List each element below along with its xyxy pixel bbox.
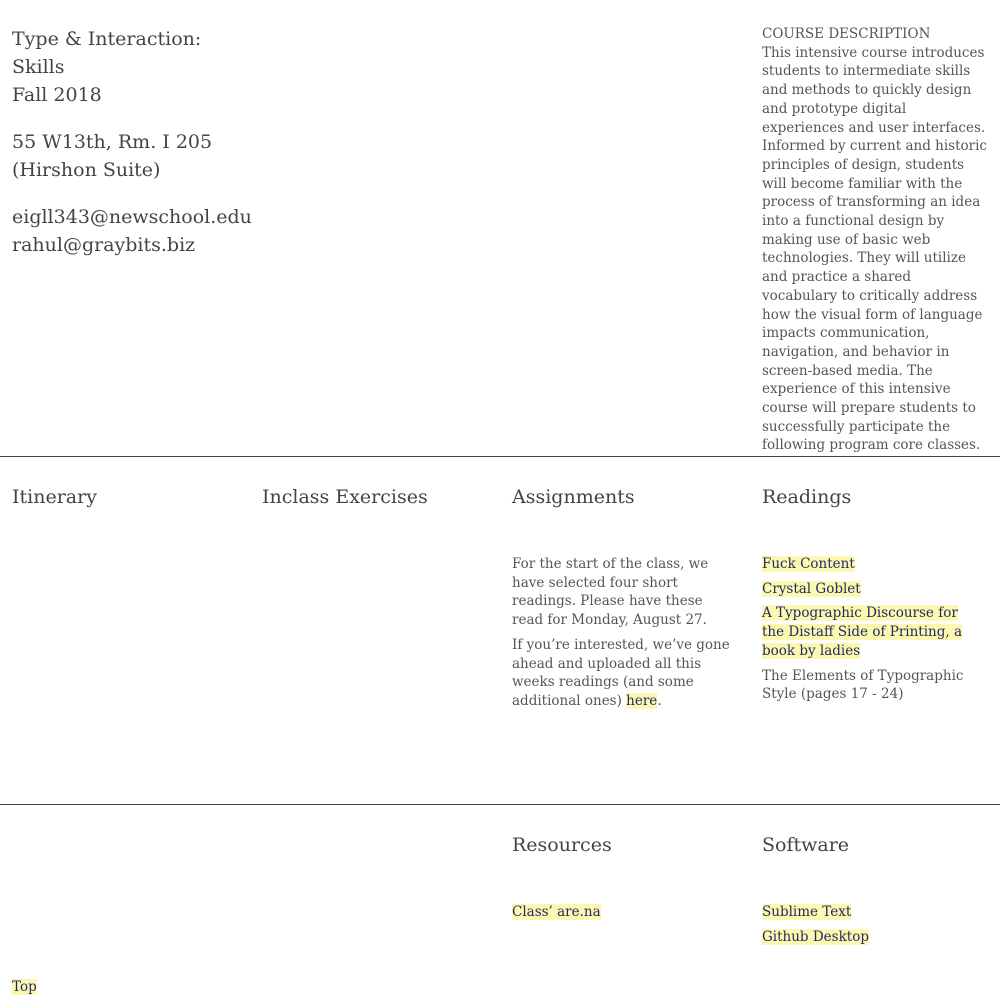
reading-link[interactable]: Fuck Content	[762, 556, 855, 572]
resources-list	[512, 903, 737, 928]
course-title	[12, 25, 312, 109]
inclass-exercises-heading: Inclass Exercises	[262, 486, 428, 508]
reading-text: The Elements of Typographic Style (pages 17 - 24)	[762, 667, 964, 703]
reading-link[interactable]: Crystal Goblet	[762, 580, 861, 597]
course-title-line: Type & Interaction:	[12, 28, 202, 50]
resource-link[interactable]: Class’ are.na	[512, 904, 601, 920]
software-list	[762, 903, 982, 952]
footer	[12, 978, 37, 997]
list-item	[762, 604, 982, 660]
contact-emails	[12, 203, 312, 259]
list-item	[762, 928, 982, 947]
back-to-top-link[interactable]: Top	[12, 979, 37, 995]
list-item	[762, 555, 982, 574]
room-suite: (Hirshon Suite)	[12, 159, 161, 181]
course-description-text: This intensive course introduces students to intermediate skills and methods to quickly design and prototype digital experiences and user interfaces. Informed by current and historic principles of design, students will become familiar with the process of transforming an idea into a functional design by making use of basic web technologies. They will utilize and practice a shared vocabulary to critically address how the visual form of language impacts communication, navigation, and behavior in screen-based media. The experience of this intensive course will prepare students to successfully participate the following program core classes.	[762, 44, 987, 454]
readings-folder-link[interactable]: here	[626, 692, 658, 709]
section-divider	[0, 804, 1000, 805]
assignment-text: For the start of the class, we have selected four short readings. Please have these read for Monday, August 27.	[512, 556, 709, 629]
course-term: Fall 2018	[12, 84, 102, 106]
section-divider	[0, 456, 1000, 457]
course-location	[12, 128, 312, 184]
readings-list	[762, 555, 982, 710]
room-address: 55 W13th, Rm. I 205	[12, 131, 213, 153]
assignments-column	[512, 555, 737, 711]
course-description-label: COURSE DESCRIPTION	[762, 26, 931, 42]
email-address[interactable]: eigll343@newschool.edu	[12, 206, 252, 228]
software-link[interactable]: Sublime Text	[762, 904, 852, 920]
itinerary-heading: Itinerary	[12, 486, 97, 508]
reading-link[interactable]: A Typographic Discourse for the Distaff Side of Printing, a book by ladies	[762, 605, 962, 659]
list-item	[762, 580, 982, 599]
assignment-text: If you’re interested, we’ve gone ahead and uploaded all this weeks readings (and some additional ones) here.	[512, 636, 730, 709]
list-item	[512, 903, 737, 922]
list-item	[762, 903, 982, 922]
readings-heading: Readings	[762, 486, 852, 508]
course-description	[762, 25, 990, 455]
assignments-heading: Assignments	[512, 486, 635, 508]
course-title-line: Skills	[12, 56, 65, 78]
software-heading: Software	[762, 834, 850, 856]
email-address[interactable]: rahul@graybits.biz	[12, 234, 196, 256]
software-link[interactable]: Github Desktop	[762, 928, 869, 945]
resources-heading: Resources	[512, 834, 612, 856]
